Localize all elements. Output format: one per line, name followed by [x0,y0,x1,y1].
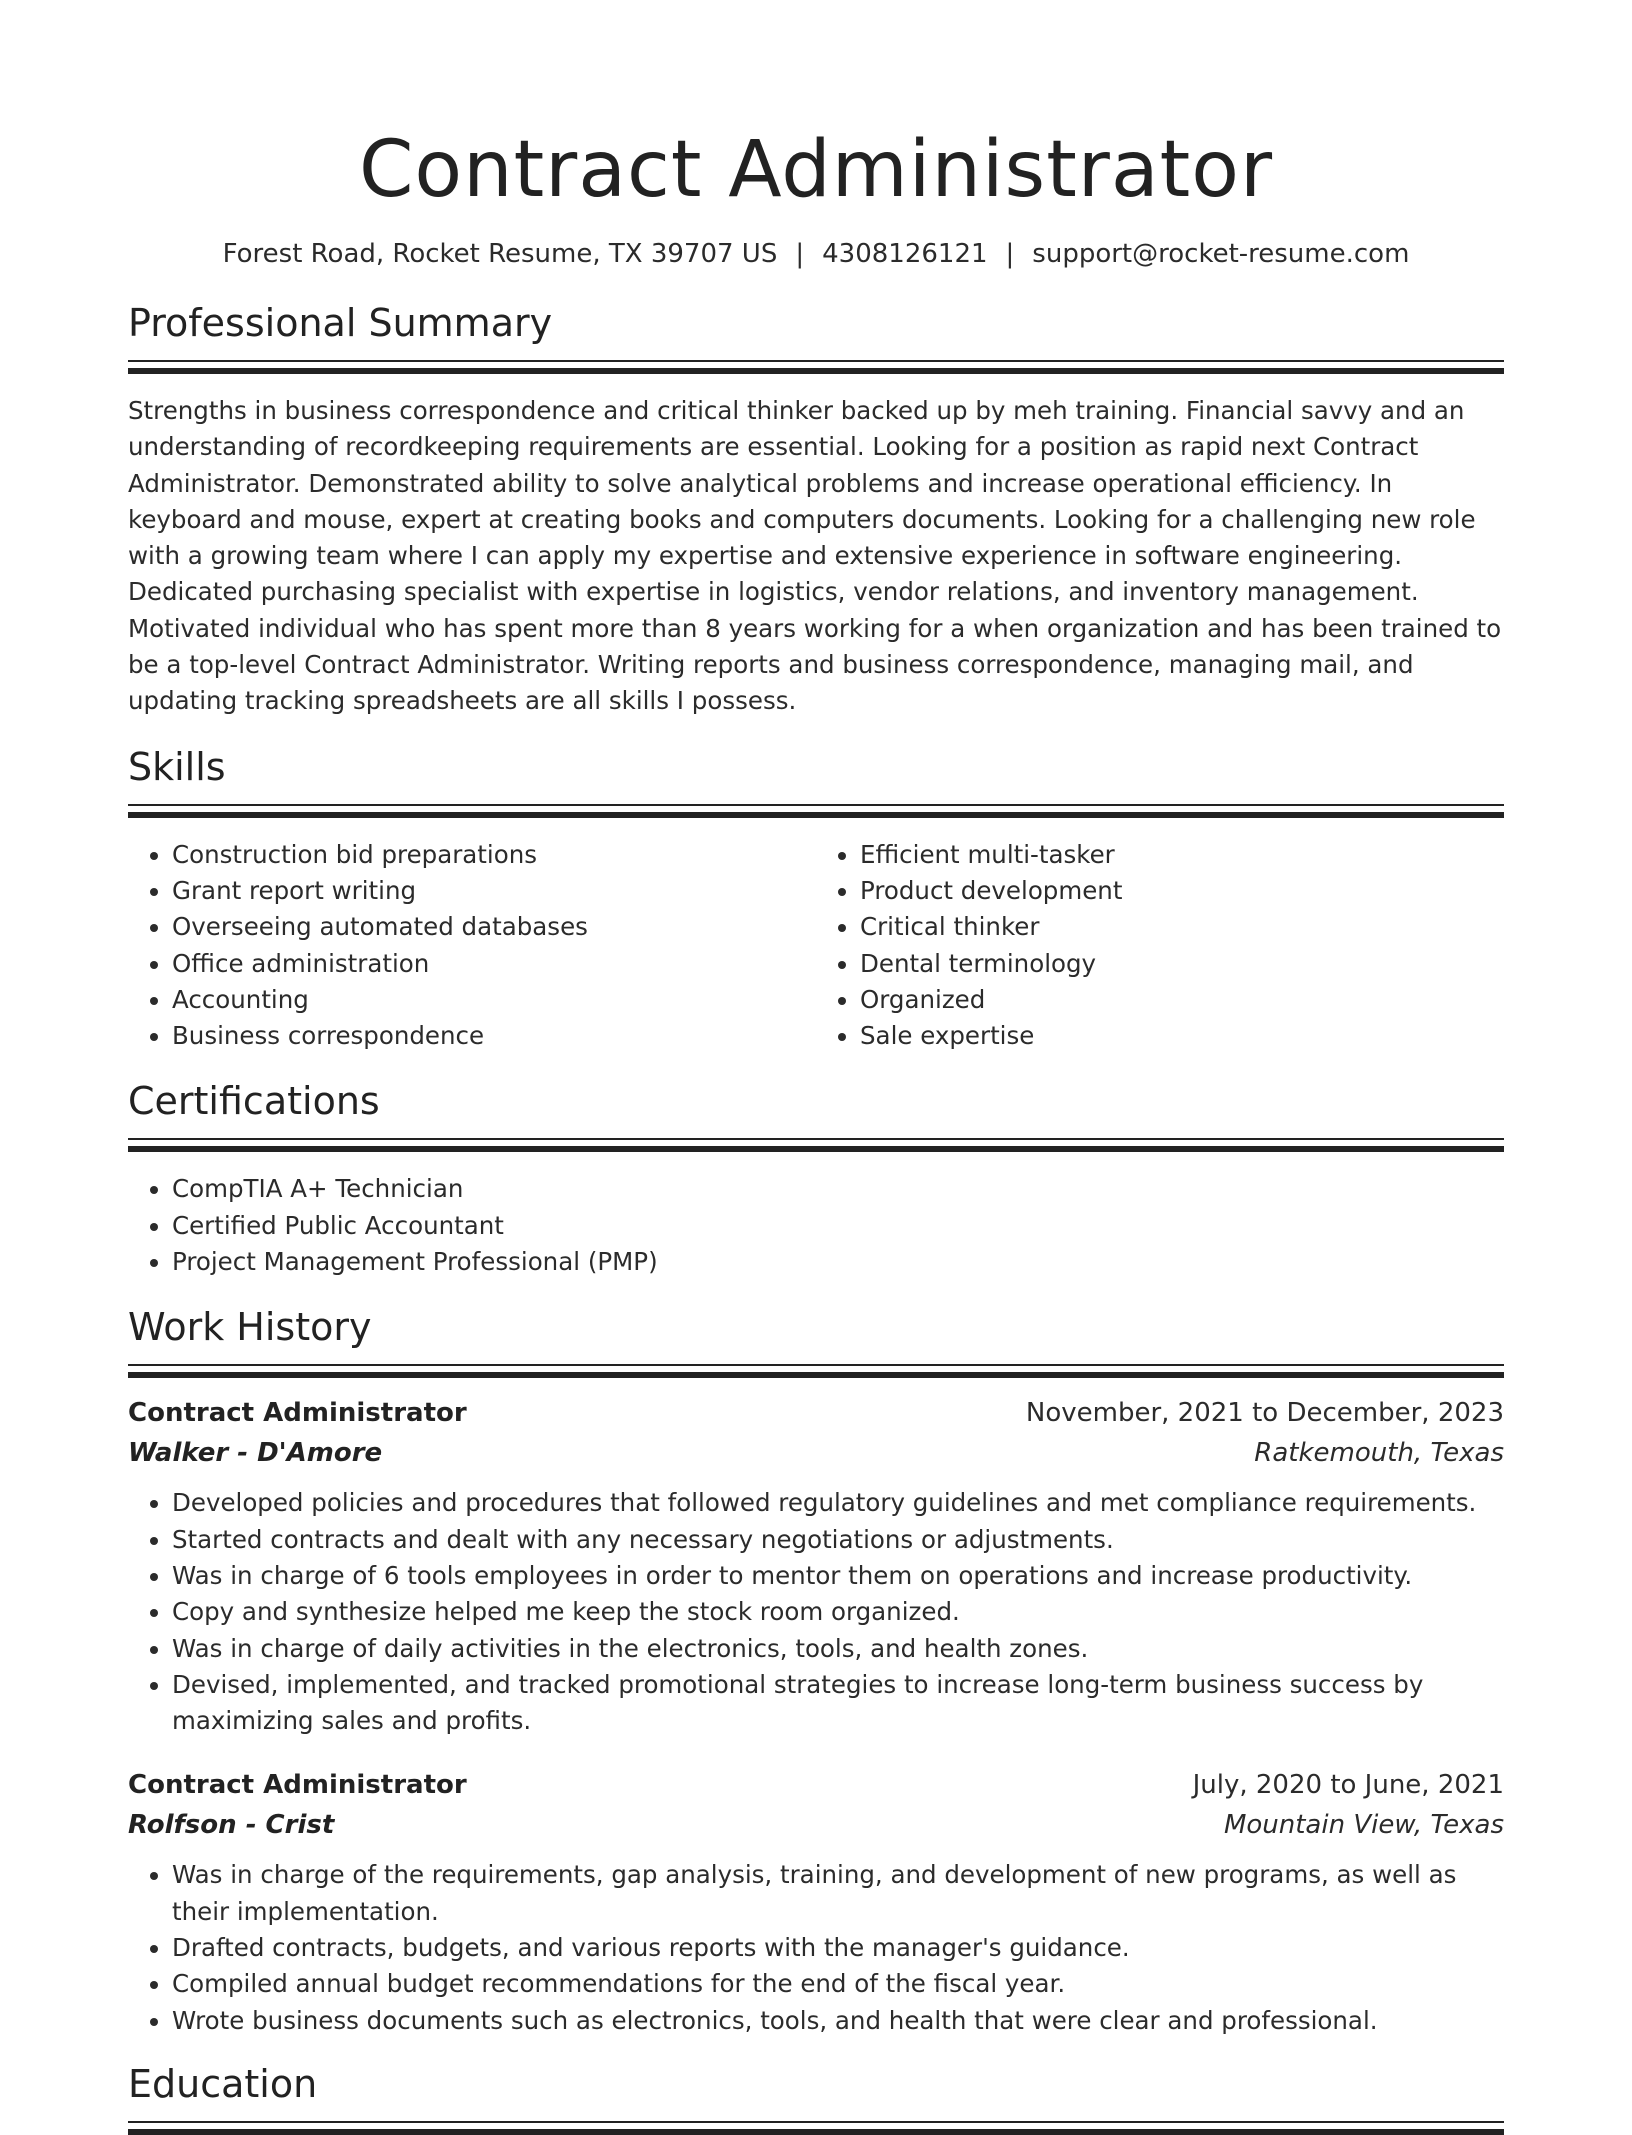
job-duties-list [128,1857,1504,2038]
job-duty: • Drafted contracts, budgets, and various reports with the manager's guidance. [172,1930,1504,1966]
skill-item: • Business correspondence [172,1018,816,1054]
job-location: Mountain View, Texas [1223,1810,1504,1841]
job-company: Walker - D'Amore [128,1438,383,1469]
job-duty: • Started contracts and dealt with any necessary negotiations or adjustments. [172,1522,1504,1558]
job-duty: • Developed policies and procedures that followed regulatory guidelines and met compliance requirements. [172,1485,1504,1521]
skill-item: • Construction bid preparations [172,837,816,873]
job-role: Contract Administrator [128,1770,467,1801]
section-divider [128,1364,1504,1379]
job-duties-list [128,1485,1504,1739]
job-duty: • Was in charge of daily activities in the electronics, tools, and health zones. [172,1631,1504,1667]
job-header [128,1393,1504,1433]
skill-item: • Overseeing automated databases [172,909,816,945]
job-entry [128,1765,1504,2038]
skill-item: • Critical thinker [860,909,1504,945]
work-history-section [128,1302,1504,2039]
summary-text: Strengths in business correspondence and critical thinker backed up by meh training. Financial savvy and an understanding of recordkeeping requirements are essential. Looking for a position as rapid next Contract Administrator. Demonstrated ability to solve analytical problems and increase operational efficiency. In keyboard and mouse, expert at creating books and computers documents. Looking for a challenging new role with a growing team where I can apply my expertise and extensive experience in software engineering. Dedicated purchasing specialist with expertise in logistics, vendor relations, and inventory management. Motivated individual who has spent more than 8 years working for a when organization and has been trained to be a top-level Contract Administrator. Writing reports and business correspondence, managing mail, and updating tracking spreadsheets are all skills I possess. [128,396,1502,716]
section-divider [128,1138,1504,1153]
certification-item: • Project Management Professional (PMP) [172,1244,1504,1280]
contact-address: Forest Road, Rocket Resume, TX 39707 US [222,239,778,269]
job-location: Ratkemouth, Texas [1254,1438,1504,1469]
skill-item: • Accounting [172,982,816,1018]
education-section [128,2059,1504,2124]
certifications-section [128,1076,1504,1280]
section-divider [128,2121,1504,2124]
skills-list-left [128,837,816,1055]
education-heading: Education [128,2061,318,2106]
resume-title: Contract Administrator [358,125,1274,215]
job-role: Contract Administrator [128,1398,467,1429]
job-entry [128,1393,1504,1739]
job-duty: • Compiled annual budget recommendations for the end of the fiscal year. [172,1966,1504,2002]
skills-heading: Skills [128,744,226,789]
certifications-list [128,1171,1504,1280]
summary-section [128,298,1504,720]
certification-item: • CompTIA A+ Technician [172,1171,1504,1207]
certification-item: • Certified Public Accountant [172,1208,1504,1244]
skill-item: • Grant report writing [172,873,816,909]
skill-item: • Efficient multi-tasker [860,837,1504,873]
job-dates: November, 2021 to December, 2023 [1025,1398,1504,1429]
skills-section [128,742,1504,1055]
job-company: Rolfson - Crist [128,1810,335,1841]
job-duty: • Wrote business documents such as electronics, tools, and health that were clear and professional. [172,2003,1504,2039]
section-divider [128,360,1504,375]
skill-item: • Sale expertise [860,1018,1504,1054]
job-header [128,1765,1504,1805]
job-duty: • Was in charge of the requirements, gap analysis, training, and development of new programs, as well as their implementation. [172,1857,1504,1930]
skill-item: • Organized [860,982,1504,1018]
skills-grid [128,837,1504,1055]
job-duty: • Was in charge of 6 tools employees in order to mentor them on operations and increase productivity. [172,1558,1504,1594]
contact-separator: | [1005,239,1015,269]
job-subheader [128,1433,1504,1473]
contact-email: support@rocket-resume.com [1032,239,1410,269]
job-dates: July, 2020 to June, 2021 [1192,1770,1504,1801]
section-divider [128,804,1504,819]
job-duty: • Copy and synthesize helped me keep the stock room organized. [172,1594,1504,1630]
job-duty: • Devised, implemented, and tracked promotional strategies to increase long-term business success by maximizing sales and profits. [172,1667,1504,1740]
contact-separator: | [795,239,805,269]
skill-item: • Product development [860,873,1504,909]
work-history-heading: Work History [128,1305,372,1350]
contact-line [128,236,1504,272]
summary-heading: Professional Summary [128,301,553,345]
certifications-heading: Certifications [128,1079,380,1124]
skill-item: • Dental terminology [860,946,1504,982]
contact-phone: 4308126121 [822,239,988,269]
skill-item: • Office administration [172,946,816,982]
skills-list-right [816,837,1504,1055]
job-subheader [128,1805,1504,1845]
